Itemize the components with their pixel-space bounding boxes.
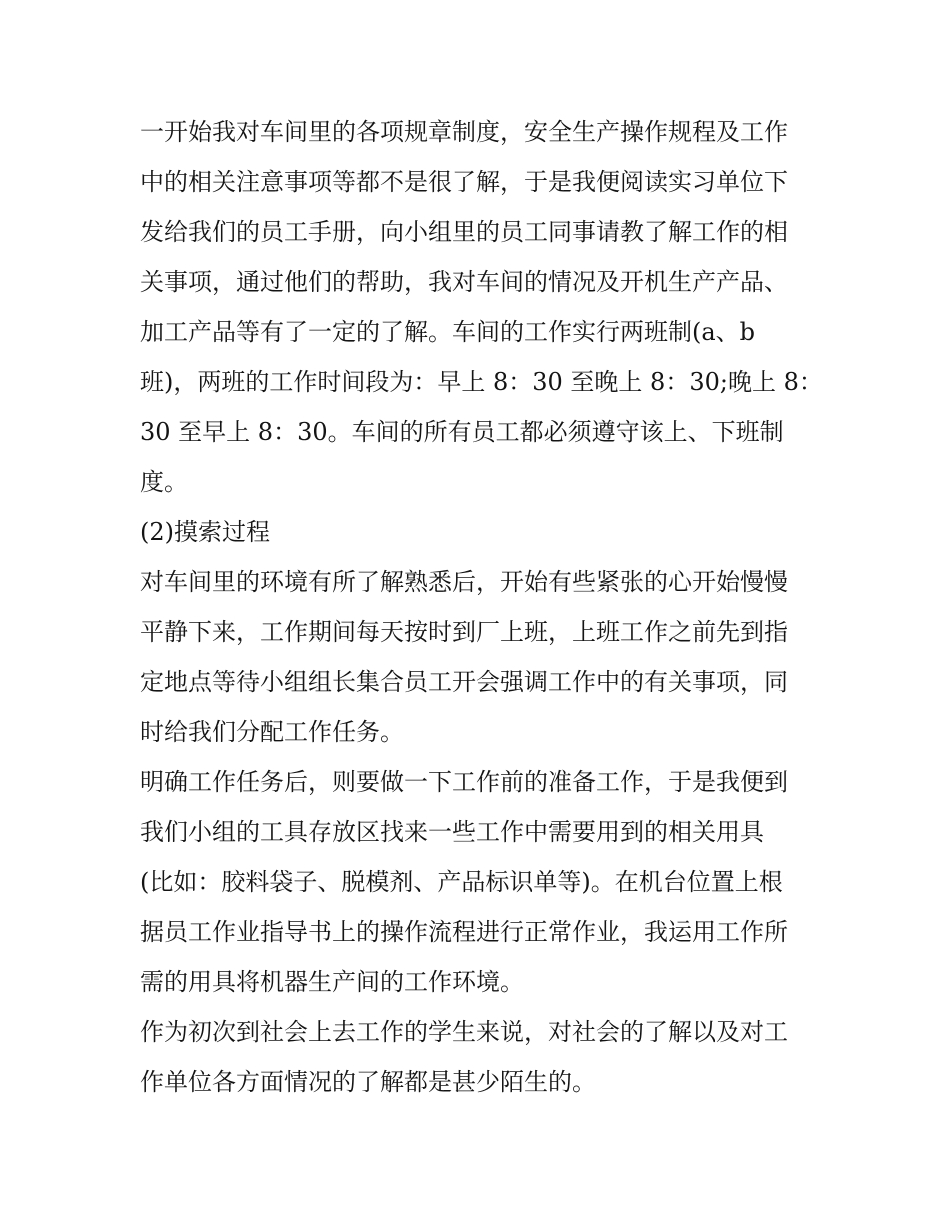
text-line: 加工产品等有了一定的了解。车间的工作实行两班制(a、b [140,318,756,346]
text-line: 对车间里的环境有所了解熟悉后，开始有些紧张的心开始慢慢 [140,568,788,596]
text-line: 发给我们的员工手册，向小组里的员工同事请教了解工作的相 [140,218,788,246]
text-line: 定地点等待小组组长集合员工开会强调工作中的有关事项，同 [140,668,788,696]
text-line: 作为初次到社会上去工作的学生来说，对社会的了解以及对工 [140,1018,788,1046]
text-line: 度。 [140,468,188,496]
text-line: (比如：胶料袋子、脱模剂、产品标识单等)。在机台位置上根 [140,868,783,896]
section-heading: (2)摸索过程 [140,518,270,546]
text-line: 明确工作任务后，则要做一下工作前的准备工作，于是我便到 [140,768,788,796]
text-line: 时给我们分配工作任务。 [140,718,404,746]
text-line: 一开始我对车间里的各项规章制度，安全生产操作规程及工作 [140,118,788,146]
text-line: 平静下来，工作期间每天按时到厂上班，上班工作之前先到指 [140,618,788,646]
text-line: 我们小组的工具存放区找来一些工作中需要用到的相关用具 [140,818,764,846]
text-line: 需的用具将机器生产间的工作环境。 [140,968,524,996]
text-line: 30 至早上 8：30。车间的所有员工都必须遵守该上、下班制 [140,418,784,446]
text-line: 关事项，通过他们的帮助，我对车间的情况及开机生产产品、 [140,268,788,296]
text-line: 作单位各方面情况的了解都是甚少陌生的。 [140,1068,596,1096]
text-line: 中的相关注意事项等都不是很了解，于是我便阅读实习单位下 [140,168,788,196]
text-line: 据员工作业指导书上的操作流程进行正常作业，我运用工作所 [140,918,788,946]
text-line: 班)，两班的工作时间段为：早上 8：30 至晚上 8：30;晚上 8： [140,368,823,396]
